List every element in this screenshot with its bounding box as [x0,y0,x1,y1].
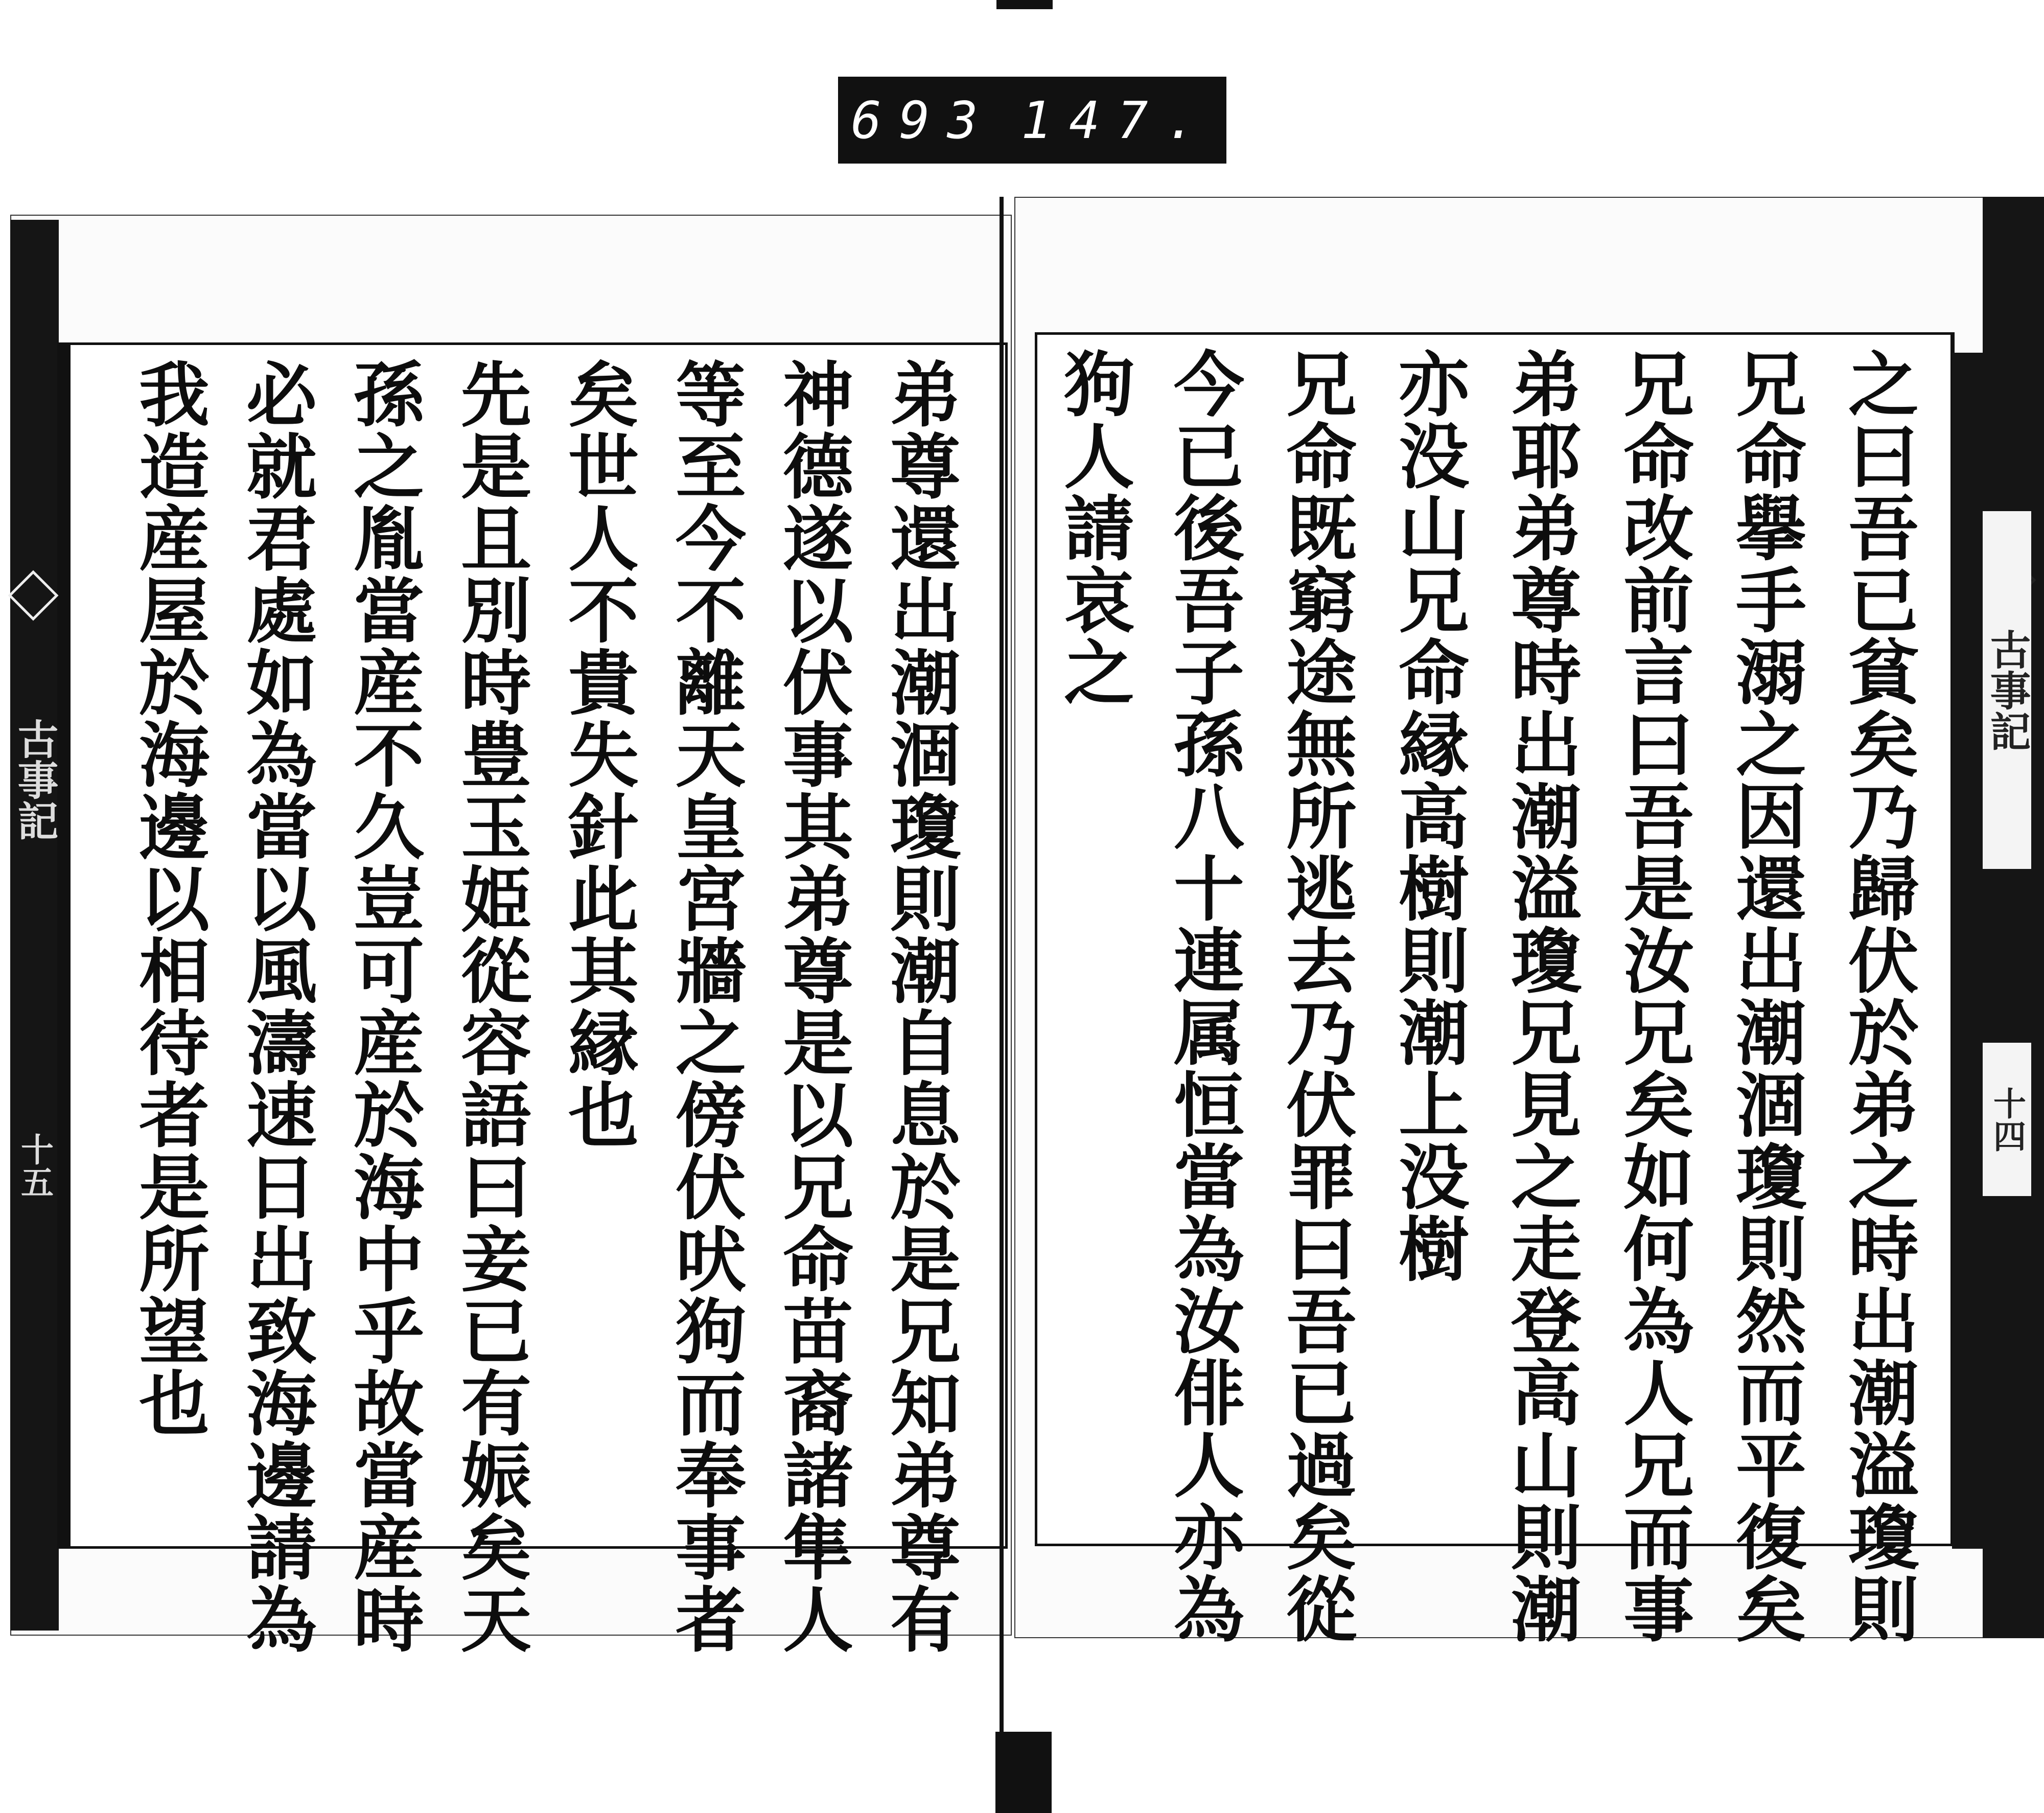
text-column: 兄命改前言曰吾是汝兄矣如何為人兄而事 [1612,348,1695,1645]
bottom-tab [995,1732,1052,1813]
right-side-title: 古事記 [1983,511,2031,869]
text-column: 孫之胤當産不久豈可産於海中乎故當産時 [342,358,425,1655]
right-side-page: 十四 [1983,1043,2031,1196]
right-outer-band [1983,197,2044,1638]
left-side-page: 十五 [15,1133,54,1198]
text-column: 先是且別時豊玉姫從容語曰妾已有娠矣天 [449,358,532,1655]
text-column: 兄命擧手溺之因還出潮涸瓊則然而平復矣 [1724,348,1807,1645]
text-column: 狗人請哀之 [1052,348,1135,708]
text-column: 神德遂以伏事其弟尊是以兄命苗裔諸隼人 [771,358,854,1655]
catalog-number: 693 [851,90,995,150]
text-column: 必就君處如為當以風濤速日出致海邊請為 [235,358,318,1655]
text-column: 亦没山兄命縁高樹則潮上没樹 [1387,348,1470,1284]
text-column: 矣世人不貴失針此其縁也 [556,358,640,1151]
top-tab [996,0,1053,9]
left-side-title: 古事記 [11,718,59,841]
book-spine [1000,197,1004,1735]
text-column: 等至今不離天皇宮牆之傍伏吠狗而奉事者 [664,358,747,1655]
catalog-label [838,77,1226,164]
text-column: 我造産屋於海邊以相待者是所望也 [127,358,211,1439]
text-column: 今已後吾子孫八十連属恒當為汝俳人亦為 [1162,348,1245,1645]
catalog-volume: 147. [1021,90,1214,150]
text-column: 弟尊還出潮涸瓊則潮自息於是兄知弟尊有 [878,358,962,1655]
text-column: 弟耶弟尊時出潮溢瓊兄見之走登高山則潮 [1499,348,1583,1645]
text-column: 之曰吾已貧矣乃歸伏於弟之時出潮溢瓊則 [1837,348,1920,1645]
text-column: 兄命既窮途無所逃去乃伏罪曰吾已過矣從 [1274,348,1358,1645]
